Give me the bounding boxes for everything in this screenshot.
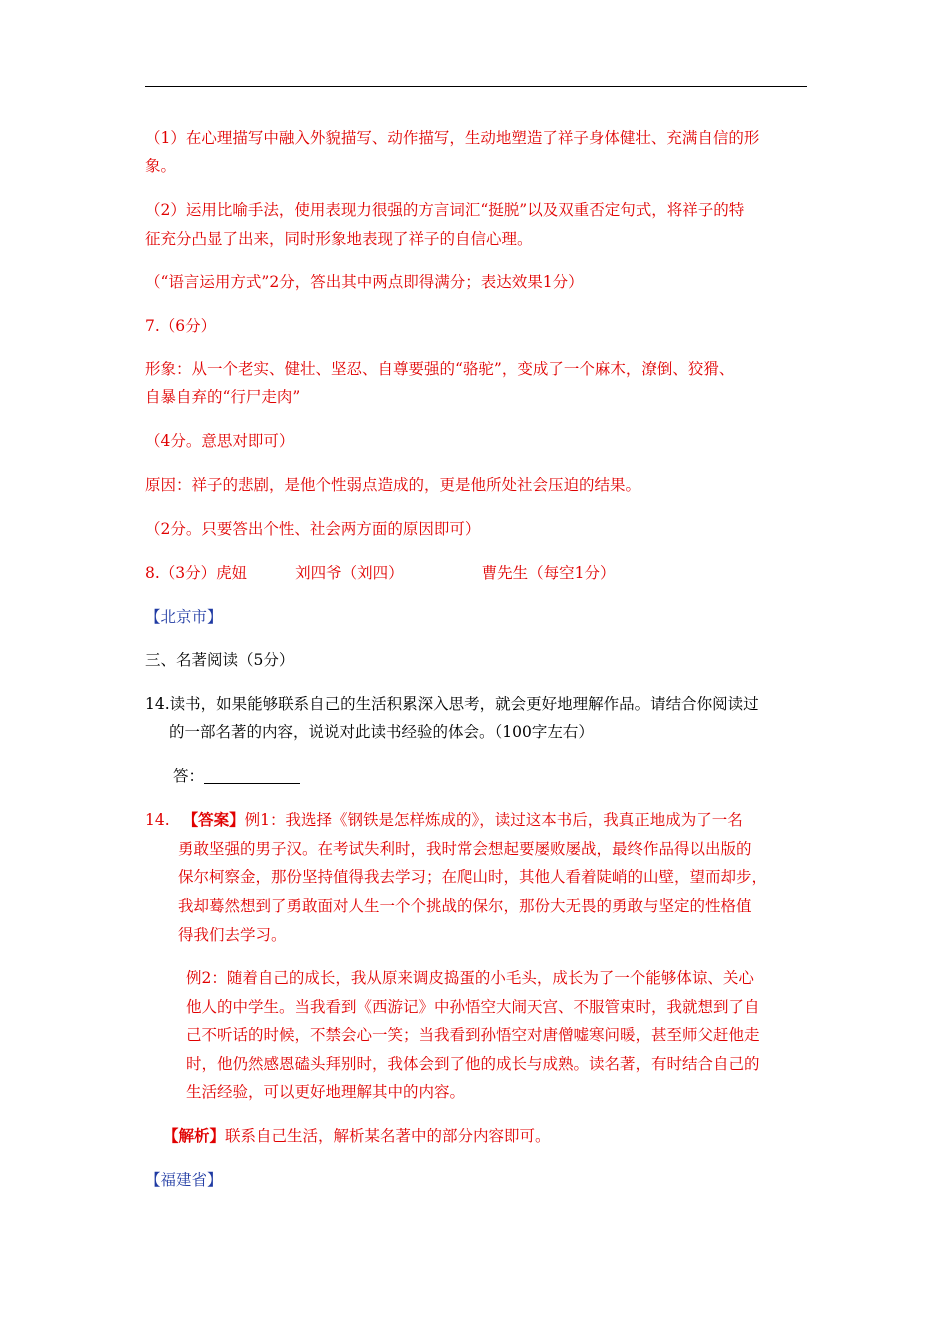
analysis-tag: 【解析】	[163, 1126, 226, 1145]
answer-14-example-1-line-1: 例1：我选择《钢铁是怎样炼成的》，读过这本书后，我真正地成为了一名	[244, 811, 743, 829]
analysis-line	[163, 1125, 551, 1147]
region-label-beijing: 【北京市】	[145, 608, 223, 626]
question-14-line-2: 的一部名著的内容，说说对此读书经验的体会。（100字左右）	[169, 723, 594, 741]
answer-14-example-2-line-3: 己不听话的时候，不禁会心一笑；当我看到孙悟空对唐僧嘘寒问暖，甚至师父赶他走	[186, 1026, 760, 1044]
question-7-image-note: （4分。意思对即可）	[145, 432, 295, 450]
question-7-heading: 7.（6分）	[145, 317, 217, 335]
question-7-image-line-1: 形象：从一个老实、健壮、坚忍、自尊要强的“骆驼”，变成了一个麻木，潦倒、狡猾、	[145, 360, 735, 378]
answer-tag: 【答案】	[182, 810, 245, 829]
answer-6-point-2-line-1: （2）运用比喻手法，使用表现力很强的方言词汇“挺脱”以及双重否定句式，将祥子的特	[145, 201, 745, 219]
answer-14-example-1-line-5: 得我们去学习。	[178, 926, 287, 944]
question-8-answer-1: 8.（3分）虎妞	[145, 564, 248, 582]
answer-14-example-1-line-4: 我却蓦然想到了勇敢面对人生一个个挑战的保尔，那份大无畏的勇敢与坚定的性格值	[178, 897, 752, 915]
answer-6-point-1-line-1: （1）在心理描写中融入外貌描写、动作描写，生动地塑造了祥子身体健壮、充满自信的形	[145, 129, 760, 147]
header-rule	[145, 86, 807, 87]
answer-blank[interactable]	[204, 767, 300, 784]
answer-label: 答：	[173, 767, 205, 785]
question-14-line-1: 14.读书，如果能够联系自己的生活积累深入思考，就会更好地理解作品。请结合你阅读过	[145, 695, 759, 713]
question-7-reason-note: （2分。只要答出个性、社会两方面的原因即可）	[145, 520, 481, 538]
answer-14-number: 14.	[145, 811, 170, 829]
answer-6-scoring-note: （“语言运用方式”2分，答出其中两点即得满分；表达效果1分）	[145, 273, 584, 291]
answer-14-example-2-line-2: 他人的中学生。当我看到《西游记》中孙悟空大闹天宫、不服管束时，我就想到了自	[186, 998, 760, 1016]
answer-14-example-2-line-5: 生活经验，可以更好地理解其中的内容。	[186, 1083, 466, 1101]
answer-14-example-2-line-1: 例2：随着自己的成长，我从原来调皮捣蛋的小毛头，成长为了一个能够体谅、关心	[186, 969, 754, 987]
question-14-answer-line	[173, 765, 300, 787]
answer-14-line-1	[145, 809, 743, 831]
answer-6-point-1-line-2: 象。	[145, 157, 177, 175]
question-8-answer	[145, 562, 616, 584]
question-7-image-line-2: 自暴自弃的“行尸走肉”	[145, 388, 301, 406]
question-7-reason: 原因：祥子的悲剧，是他个性弱点造成的，更是他所处社会压迫的结果。	[145, 476, 642, 494]
analysis-text: 联系自己生活，解析某名著中的部分内容即可。	[225, 1127, 551, 1145]
answer-14-example-1-line-3: 保尔柯察金，那份坚持值得我去学习；在爬山时，其他人看着陡峭的山壁，望而却步，	[178, 868, 768, 886]
answer-14-example-1-line-2: 勇敢坚强的男子汉。在考试失利时，我时常会想起要屡败屡战，最终作品得以出版的	[178, 840, 752, 858]
region-label-fujian: 【福建省】	[145, 1171, 223, 1189]
answer-6-point-2-line-2: 征充分凸显了出来，同时形象地表现了祥子的自信心理。	[145, 230, 533, 248]
section-3-title: 三、名著阅读（5分）	[145, 651, 295, 669]
answer-14-example-2-line-4: 时，他仍然感恩磕头拜别时，我体会到了他的成长与成熟。读名著，有时结合自己的	[186, 1055, 760, 1073]
question-8-answer-3: 曹先生（每空1分）	[481, 564, 616, 582]
question-8-answer-2: 刘四爷（刘四）	[295, 564, 404, 582]
